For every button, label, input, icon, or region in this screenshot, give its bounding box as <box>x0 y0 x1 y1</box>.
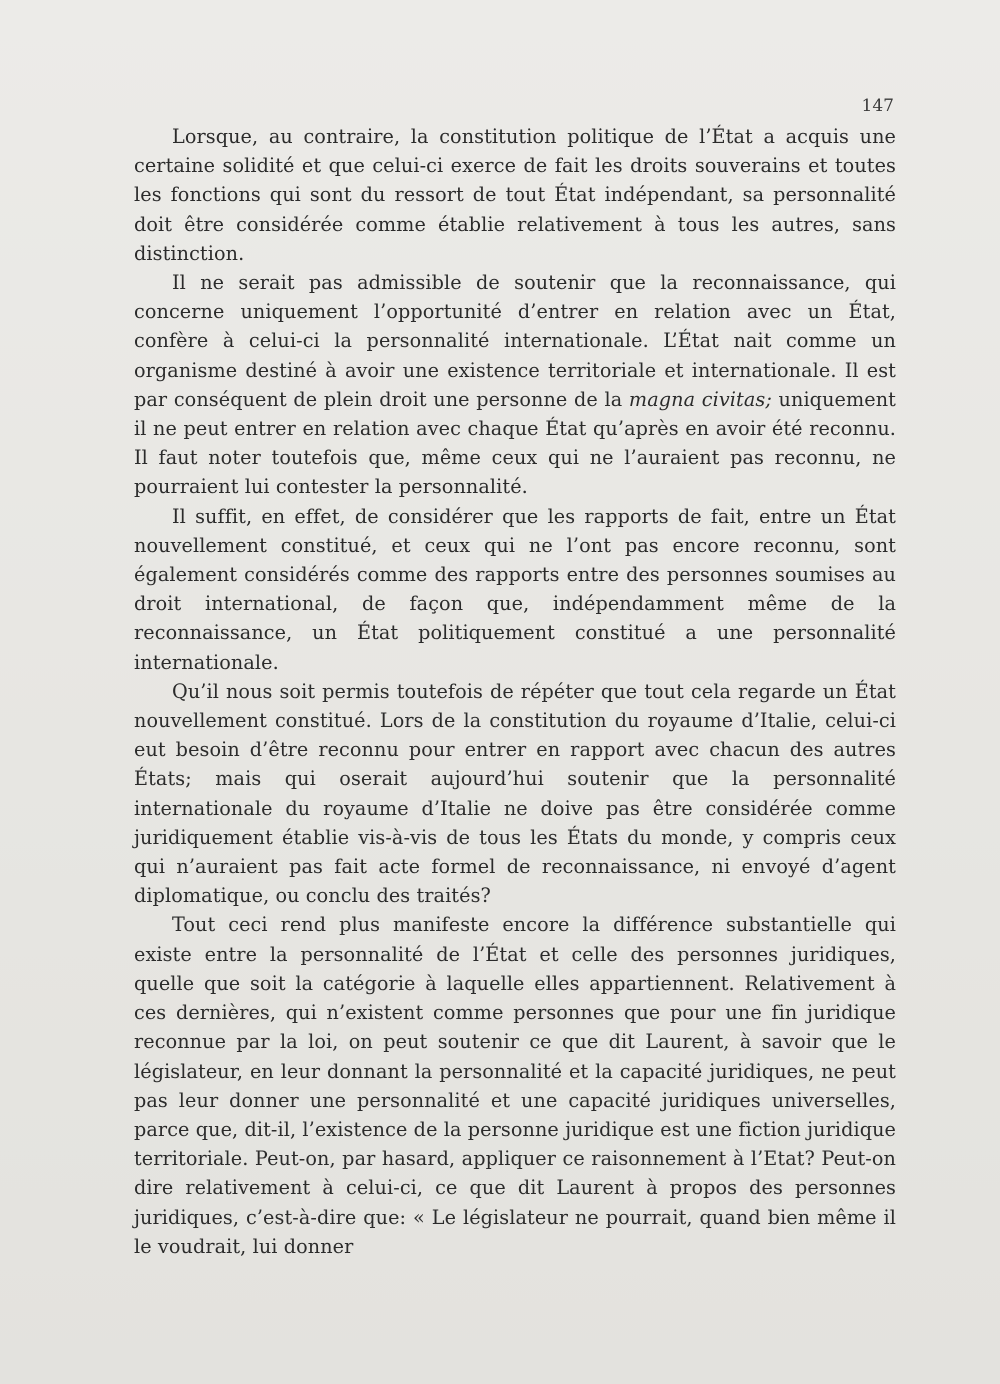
paragraph-3: Il suffit, en effet, de considérer que les rapports de fait, entre un État nouvellement constitué, et ceux qui ne l’ont pas encore reconnu, sont également considérés comme des rapports entre des personnes soumises au droit international, de façon que, indépendamment même de la reconnaissance, un État politiquement constitué a une personnalité internationale. <box>134 504 896 674</box>
paragraph-5: Tout ceci rend plus manifeste encore la différence substantielle qui existe entre la personnalité de l’État et celle des personnes juridiques, quelle que soit la catégorie à laquelle elles appartiennent. Relativement à ces dernières, qui n’existent comme personnes que pour une fin juridique reconnue par la loi, on peut soutenir ce que dit Laurent, à savoir que le législateur, en leur donnant la personnalité et la capacité juridiques, ne peut pas leur donner une personnalité et une capacité juridiques universelles, parce que, dit-il, l’existence de la personne juridique est une fiction juridique territoriale. Peut-on, par hasard, appliquer ce raisonnement à l’Etat? Peut-on dire relativement à celui-ci, ce que dit Laurent à propos des personnes juridiques, c’est-à-dire que: « Le législateur ne pourrait, quand bien même il le voudrait, lui donner <box>134 913 896 1258</box>
paragraph-1: Lorsque, au contraire, la constitution politique de l’État a acquis une certaine solidité et que celui-ci exerce de fait les droits souverains et toutes les fonctions qui sont du ressort de tout État indépendant, sa personnalité doit être considérée comme établie relativement à tous les autres, sans distinction. <box>134 125 896 265</box>
paragraph-2-text-after: uniquement il ne peut entrer en relation avec chaque État qu’après en avoir été reconnu. Il faut noter toutefois que, même ceux qui ne l’auraient pas reconnu, ne pourraient lui contester la personnalité. <box>134 387 896 499</box>
paragraph-2 <box>134 268 896 502</box>
paragraph-4: Qu’il nous soit permis toutefois de répéter que tout cela regarde un État nouvellement constitué. Lors de la constitution du royaume d’Italie, celui-ci eut besoin d’être reconnu pour entrer en rapport avec chacun des autres États; mais qui oserait aujourd’hui soutenir que la personnalité internationale du royaume d’Italie ne doive pas être considérée comme juridiquement établie vis-à-vis de tous les États du monde, y compris ceux qui n’auraient pas fait acte formel de reconnaissance, ni envoyé d’agent diplomatique, ou conclu des traités? <box>134 679 896 908</box>
page-number: 147 <box>861 96 894 116</box>
paragraph-2-text-before: Il ne serait pas admissible de soutenir que la reconnaissance, qui concerne uniquement l’opportunité d’entrer en relation avec un État, confère à celui-ci la personnalité internationale. L’État nait comme un organisme destiné à avoir une existence territoriale et internationale. Il est par conséquent de plein droit une personne de la <box>134 271 896 411</box>
page-text <box>134 122 896 1261</box>
italic-latin-phrase: magna civitas; <box>628 387 772 411</box>
